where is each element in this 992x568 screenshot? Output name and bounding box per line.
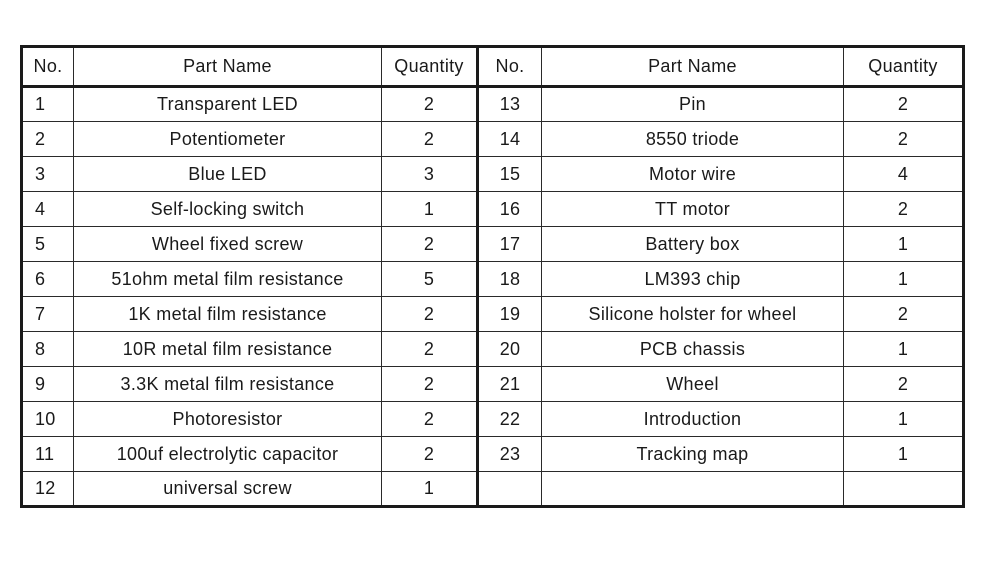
part-name-cell: 100uf electrolytic capacitor — [74, 437, 382, 472]
part-name-cell: 10R metal film resistance — [74, 332, 382, 367]
part-number-cell: 10 — [22, 402, 74, 437]
part-quantity-cell: 5 — [382, 262, 478, 297]
part-number-cell: 23 — [478, 437, 542, 472]
part-name-cell: universal screw — [74, 472, 382, 507]
table-row — [22, 122, 964, 157]
part-name-cell: Battery box — [542, 227, 844, 262]
part-quantity-cell: 2 — [382, 87, 478, 122]
part-quantity-cell: 2 — [844, 87, 964, 122]
part-quantity-cell: 2 — [382, 227, 478, 262]
part-number-cell: 17 — [478, 227, 542, 262]
part-quantity-cell: 2 — [382, 297, 478, 332]
part-quantity-cell — [844, 472, 964, 507]
part-number-cell: 14 — [478, 122, 542, 157]
part-number-cell: 22 — [478, 402, 542, 437]
part-number-cell: 1 — [22, 87, 74, 122]
part-name-cell: 1K metal film resistance — [74, 297, 382, 332]
table-row — [22, 332, 964, 367]
part-name-cell — [542, 472, 844, 507]
part-number-cell: 11 — [22, 437, 74, 472]
part-quantity-cell: 1 — [382, 472, 478, 507]
part-name-cell: PCB chassis — [542, 332, 844, 367]
header-no-right: No. — [478, 47, 542, 87]
part-quantity-cell: 2 — [382, 402, 478, 437]
table-row — [22, 472, 964, 507]
part-quantity-cell: 1 — [844, 332, 964, 367]
header-row — [22, 47, 964, 87]
header-quantity-left: Quantity — [382, 47, 478, 87]
part-name-cell: LM393 chip — [542, 262, 844, 297]
part-name-cell: TT motor — [542, 192, 844, 227]
part-quantity-cell: 1 — [382, 192, 478, 227]
table-row — [22, 262, 964, 297]
table-row — [22, 402, 964, 437]
part-quantity-cell: 2 — [382, 437, 478, 472]
part-quantity-cell: 2 — [382, 122, 478, 157]
part-number-cell: 5 — [22, 227, 74, 262]
part-name-cell: Motor wire — [542, 157, 844, 192]
header-quantity-right: Quantity — [844, 47, 964, 87]
part-name-cell: Photoresistor — [74, 402, 382, 437]
header-part-name-left: Part Name — [74, 47, 382, 87]
part-number-cell: 9 — [22, 367, 74, 402]
part-name-cell: Introduction — [542, 402, 844, 437]
part-quantity-cell: 1 — [844, 227, 964, 262]
parts-table-body — [22, 87, 964, 507]
part-quantity-cell: 1 — [844, 262, 964, 297]
part-quantity-cell: 1 — [844, 402, 964, 437]
table-row — [22, 87, 964, 122]
part-number-cell: 19 — [478, 297, 542, 332]
part-quantity-cell: 2 — [844, 367, 964, 402]
part-quantity-cell: 4 — [844, 157, 964, 192]
part-number-cell: 16 — [478, 192, 542, 227]
part-number-cell: 21 — [478, 367, 542, 402]
part-name-cell: Wheel — [542, 367, 844, 402]
table-row — [22, 227, 964, 262]
parts-list-table — [20, 45, 965, 508]
part-name-cell: 51ohm metal film resistance — [74, 262, 382, 297]
part-quantity-cell: 2 — [844, 297, 964, 332]
part-name-cell: Silicone holster for wheel — [542, 297, 844, 332]
part-number-cell: 12 — [22, 472, 74, 507]
part-quantity-cell: 2 — [844, 192, 964, 227]
table-row — [22, 157, 964, 192]
part-number-cell: 6 — [22, 262, 74, 297]
part-number-cell: 8 — [22, 332, 74, 367]
part-name-cell: 8550 triode — [542, 122, 844, 157]
part-number-cell: 7 — [22, 297, 74, 332]
table-row — [22, 192, 964, 227]
part-name-cell: Transparent LED — [74, 87, 382, 122]
header-part-name-right: Part Name — [542, 47, 844, 87]
part-number-cell: 3 — [22, 157, 74, 192]
part-number-cell: 4 — [22, 192, 74, 227]
header-no-left: No. — [22, 47, 74, 87]
part-name-cell: Tracking map — [542, 437, 844, 472]
part-number-cell: 18 — [478, 262, 542, 297]
part-name-cell: Pin — [542, 87, 844, 122]
part-quantity-cell: 2 — [382, 332, 478, 367]
part-number-cell: 15 — [478, 157, 542, 192]
part-name-cell: Potentiometer — [74, 122, 382, 157]
part-name-cell: Self-locking switch — [74, 192, 382, 227]
part-number-cell: 20 — [478, 332, 542, 367]
table-row — [22, 367, 964, 402]
part-quantity-cell: 2 — [382, 367, 478, 402]
part-quantity-cell: 3 — [382, 157, 478, 192]
part-number-cell: 2 — [22, 122, 74, 157]
part-name-cell: Blue LED — [74, 157, 382, 192]
part-name-cell: Wheel fixed screw — [74, 227, 382, 262]
part-number-cell: 13 — [478, 87, 542, 122]
part-quantity-cell: 2 — [844, 122, 964, 157]
part-name-cell: 3.3K metal film resistance — [74, 367, 382, 402]
part-number-cell — [478, 472, 542, 507]
part-quantity-cell: 1 — [844, 437, 964, 472]
table-row — [22, 437, 964, 472]
table-row — [22, 297, 964, 332]
